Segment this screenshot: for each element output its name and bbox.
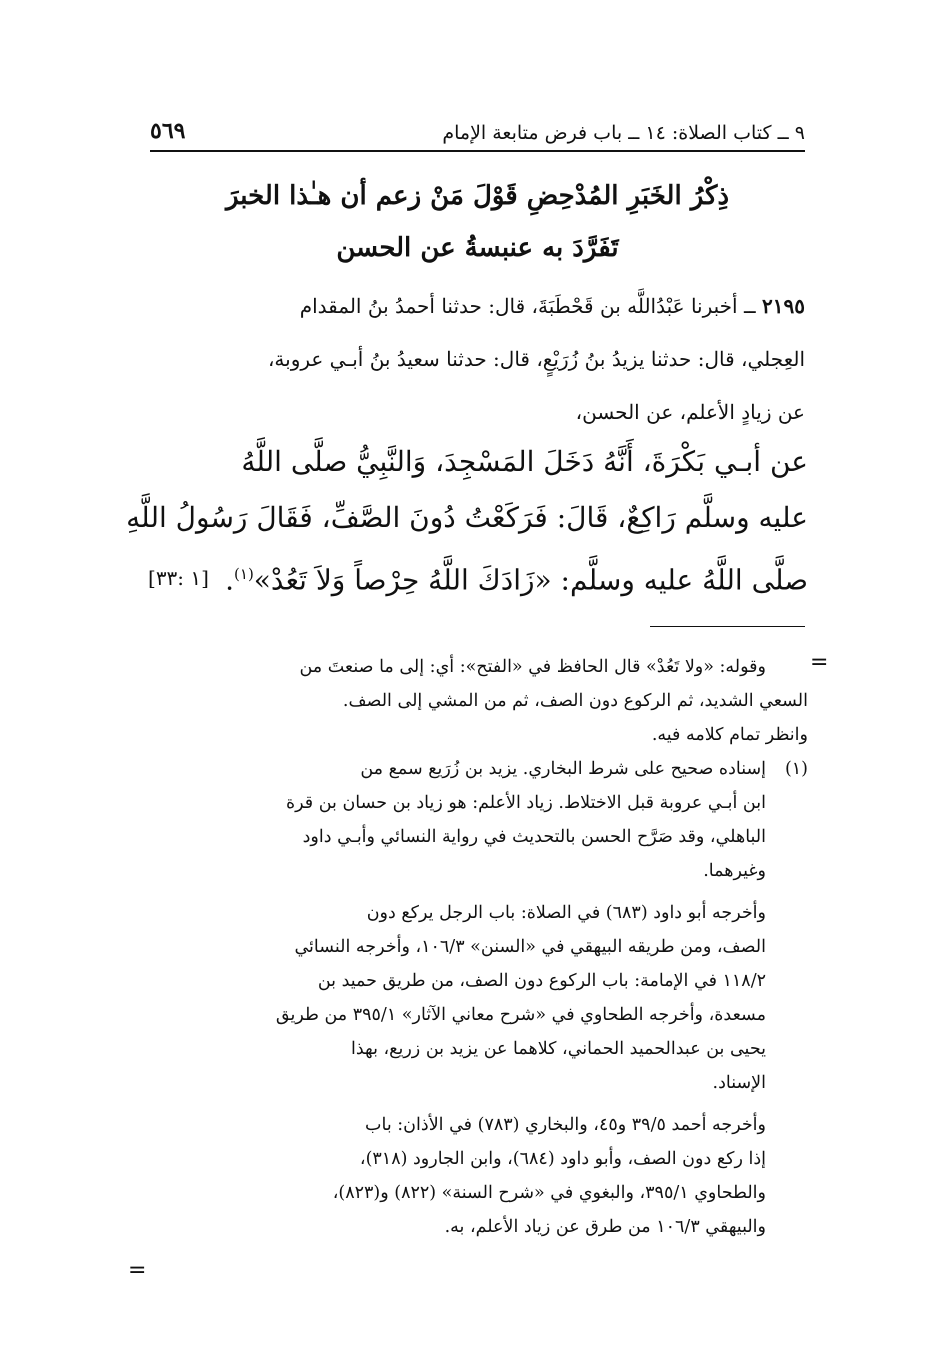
para2-line-6: الإسناد. xyxy=(712,1073,766,1093)
footnote-1-line-1 xyxy=(150,752,808,786)
hadith-reference: [١ :٣٣] xyxy=(148,566,209,590)
chapter-title-line-2: تَفَرَّدَ به عنبسةُ عن الحسن xyxy=(336,233,619,263)
footnote-1-line-1-text: إسناده صحيح على شرط البخاري. يزيد بن زُرَيع سمع من xyxy=(360,759,766,779)
page-header xyxy=(150,106,805,152)
para2-line-1: وأخرجه أبو داود (٦٨٣) في الصلاة: باب الرجل يركع دون xyxy=(366,903,766,923)
paragraph-gap xyxy=(150,1100,808,1108)
footnote-1-line-2: ابن أبـي عروبة قبل الاختلاط. زياد الأعلم: هو زياد بن حسان بن قرة xyxy=(285,793,766,813)
chain-line-3: عن زيادٍ الأعلم، عن الحسن، xyxy=(575,400,805,424)
chapter-title xyxy=(150,170,805,274)
footnote-1-number: (١) xyxy=(784,759,808,779)
chapter-title-line-1: ذِكْرُ الخَبَرِ المُدْحِضِ قَوْلَ مَنْ زعم أن هـٰذا الخبرَ xyxy=(225,181,730,211)
para3-line-2: إذا ركع دون الصف، وأبو داود (٦٨٤)، وابن الجارود (٣١٨)، xyxy=(359,1149,766,1169)
matn-line-3-text: صلَّى اللَّهُ عليه وسلَّم: «زَادَكَ اللَّهُ حِرْصاً وَلاَ تَعُدْ» xyxy=(253,563,808,597)
para2-line-3: ١١٨/٢ في الإمامة: باب الركوع دون الصف، من طريق حميد بن xyxy=(317,971,766,991)
para3-line-3: والطحاوي ٣٩٥/١، والبغوي في «شرح السنة» (٨٢٢) و(٨٢٣)، xyxy=(332,1183,766,1203)
carryover-line-2: السعي الشديد، ثم الركوع دون الصف، ثم من المشي إلى الصف. xyxy=(342,691,808,711)
chain-line-1-text: ــ أخبرنا عَبْدُاللَّه بن قَحْطَبَةَ، قال: حدثنا أحمدُ بنُ المقدام xyxy=(299,294,756,318)
hadith-number: ٢١٩٥ xyxy=(762,294,805,318)
footnote-1-line-4: وغيرهما. xyxy=(703,861,766,881)
carryover-line-3: وانظر تمام كلامه فيه. xyxy=(651,725,808,745)
footnotes xyxy=(150,650,808,1244)
paragraph-gap xyxy=(150,888,808,896)
matn-line-1: عن أبـي بَكْرَةَ، أَنَّهُ دَخَلَ المَسْجِدَ، وَالنَّبِيُّ صلَّى اللَّهُ xyxy=(241,445,808,478)
continuation-mark-top: = xyxy=(810,650,829,675)
footnote-1-line-3: الباهلي، وقد صَرَّح الحسن بالتحديث في رواية النسائي وأبـي داود xyxy=(302,827,766,847)
chain-line-2: العِجلي، قال: حدثنا يزيدُ بنُ زُرَيْعٍ، قال: حدثنا سعيدُ بنُ أبـي عروبة، xyxy=(267,347,805,371)
chain-line-1 xyxy=(150,280,805,333)
matn-line-3: صلَّى اللَّهُ عليه وسلَّم: «زَادَكَ اللَّهُ حِرْصاً وَلاَ تَعُدْ»$^{(١)}$. [١ :٣٣] xyxy=(148,546,808,608)
para2-line-5: يحيى بن عبدالحميد الحماني، كلاهما عن يزيد بن زريع، بهذا xyxy=(350,1039,766,1059)
matn-line-2: عليه وسلَّم رَاكِعٌ، قَالَ: فَرَكَعْتُ دُونَ الصَّفِّ، فَقَالَ رَسُولُ اللَّهِ xyxy=(126,501,808,534)
hadith-text xyxy=(126,434,808,608)
para3-line-4: والبيهقي ١٠٦/٣ من طرق عن زياد الأعلم، به. xyxy=(444,1217,766,1237)
para3-line-1: وأخرجه أحمد ٣٩/٥ و٤٥، والبخاري (٧٨٣) في الأذان: باب xyxy=(365,1115,766,1135)
para2-line-4: مسعدة، وأخرجه الطحاوي في «شرح معاني الآثار» ٣٩٥/١ من طريق xyxy=(275,1005,766,1025)
page-number: ٥٦٩ xyxy=(150,118,186,144)
hadith-chain xyxy=(150,280,805,439)
para2-line-2: الصف، ومن طريقه البيهقي في «السنن» ١٠٦/٣، وأخرجه النسائي xyxy=(294,937,766,957)
footnote-separator xyxy=(650,626,805,627)
footnote-marker: (١) xyxy=(234,565,254,583)
carryover-line-1: وقوله: «ولا تَعُدْ» قال الحافظ في «الفتح»: أي: إلى ما صنعتَ من xyxy=(299,657,766,677)
running-title: ٩ ــ كتاب الصلاة: ١٤ ــ باب فرض متابعة الإمام xyxy=(442,122,805,144)
continuation-mark-bottom: = xyxy=(128,1258,147,1283)
